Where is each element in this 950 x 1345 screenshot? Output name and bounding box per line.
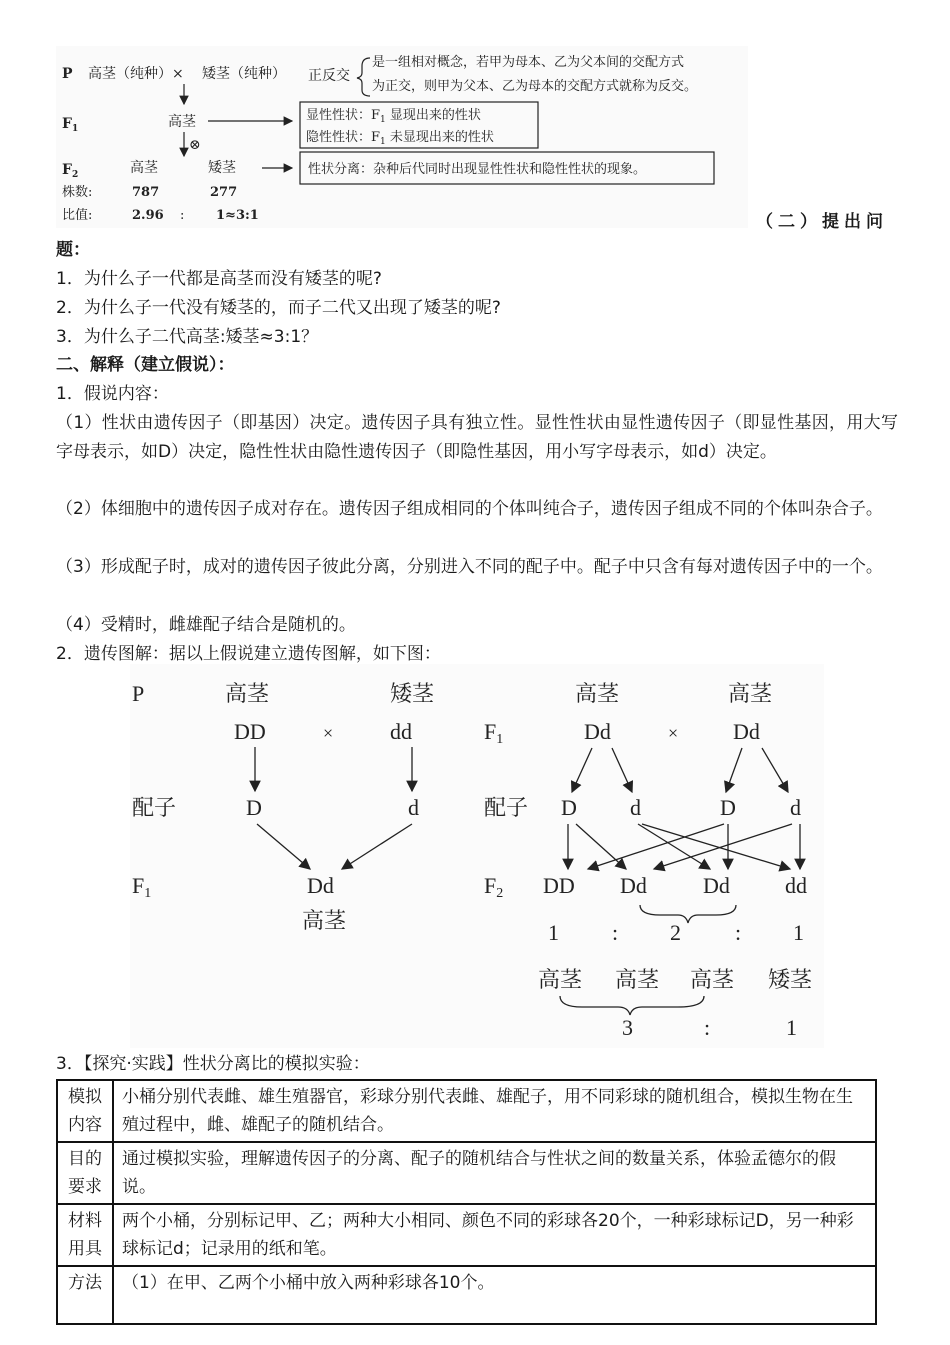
genotype-DD: DD [234,719,266,744]
arrow-Dd2-D [726,748,742,792]
section-2-heading-cont: 题： [56,240,90,260]
question-3: 3．为什么子二代高茎:矮茎≈3:1？ [56,327,319,347]
arrow-d1-dd [642,824,790,869]
gamete-D: D [246,795,262,820]
table-row [57,1080,876,1142]
row-content: 两个小桶，分别标记甲、乙；两种大小相同、颜色不同的彩球各20个，一种彩球标记D，另一种彩球标记d；记录用的纸和笔。 [113,1204,876,1266]
f2-label: $F_2$ [62,162,79,180]
f2-short: 矮茎 [208,160,236,176]
ratio-2: 2 [670,920,681,945]
f2-Dd-2: Dd [703,873,730,898]
label-line-1: 材料 [68,1211,102,1231]
label-line-2: 要求 [68,1177,102,1197]
phenotype-tall-3: 高茎 [690,967,735,992]
arrow-D-Dd [257,824,310,869]
ratio-tall: 2.96 [132,208,164,223]
arrow-Dd1-D [572,748,592,792]
r-parent-tall-1: 高茎 [575,681,620,706]
dominant-trait: 显性性状：$F_1$ 显现出来的性状 [306,108,481,125]
table-row [57,1142,876,1204]
r-parent-Dd-1: Dd [584,719,611,744]
section-2-heading: （二）提出问 [756,212,888,232]
table-row [57,1204,876,1266]
r-gamete-label: 配子 [484,795,529,820]
gamete-label: 配子 [132,795,177,820]
arrow-Dd2-d [762,748,788,792]
experiment-table [56,1079,877,1325]
ratio-1b: 1 [793,920,804,945]
row-label [57,1142,113,1204]
question-2: 2．为什么子一代没有矮茎的，而子二代又出现了矮茎的呢? [56,298,501,318]
r-f1-label: F1 [484,719,504,747]
separation-definition: 性状分离：杂种后代同时出现显性性状和隐性性状的现象。 [308,162,647,177]
r-gamete-D-1: D [561,795,577,820]
question-1: 1．为什么子一代都是高茎而没有矮茎的呢? [56,269,382,289]
row-label [57,1266,113,1324]
f2-Dd-1: Dd [620,873,647,898]
label-line-1: 方法 [68,1273,102,1293]
p-label: P [62,66,73,82]
r-gamete-d-1: d [630,795,641,820]
arrow-d-Dd [342,824,412,869]
brace-tall [560,996,704,1015]
row-label [57,1080,113,1142]
final-ratio-1: 1 [786,1015,797,1040]
final-ratio-colon: : [704,1015,711,1040]
f2-tall: 高茎 [130,160,158,176]
ratio-colon-1: : [612,920,619,945]
experiment-title: 3．【探究·实践】性状分离比的模拟实验： [56,1054,370,1074]
row-content: 通过模拟实验，理解遗传因子的分离、配子的随机结合与性状之间的数量关系，体验孟德尔的假说。 [113,1142,876,1204]
p-tall: 高茎 [225,681,270,706]
p-short-pure: 矮茎（纯种） [202,66,286,82]
hypothesis-4: （4）受精时，雌雄配子结合是随机的。 [56,615,356,635]
f1-tall: 高茎 [168,114,196,130]
hypothesis-title: 1．假说内容： [56,384,169,404]
label-line-2: 用具 [68,1239,102,1259]
label-line-2: 内容 [68,1115,102,1135]
diagram-title: 2．遗传图解：据以上假说建立遗传图解，如下图： [56,644,441,664]
mendel-experiment-figure [56,46,748,228]
hypothesis-3: （3）形成配子时，成对的遗传因子彼此分离，分别进入不同的配子中。配子中只含有每对遗传因子中的一个。 [56,557,883,577]
ratio-label: 比值: [62,208,93,223]
row-content: （1）在甲、乙两个小桶中放入两种彩球各10个。 [113,1266,876,1324]
ratio-1a: 1 [548,920,559,945]
reciprocal-cross-label: 正反交 [308,68,350,84]
count-short: 277 [210,185,238,200]
ratio-rest: 1≈3:1 [216,208,259,223]
p-tall-pure: 高茎（纯种）× [88,66,184,82]
brace-shape [357,58,370,96]
f2-label: F2 [484,873,504,901]
phenotype-tall-1: 高茎 [538,967,583,992]
arrow-D2-DD [588,824,724,869]
f2-DD: DD [543,873,575,898]
row-label [57,1204,113,1266]
section-explain-heading: 二、解释（建立假说）： [56,355,235,375]
arrow-D1-Dd [576,824,626,869]
p-label: P [132,681,145,706]
ratio-colon: : [180,208,185,223]
recessive-trait: 隐性性状：$F_1$ 未显现出来的性状 [306,130,494,147]
brace-Dd [640,905,736,923]
r-parent-tall-2: 高茎 [728,681,773,706]
f1-label: $F_1$ [62,116,79,134]
f1-genotype-Dd: Dd [307,873,334,898]
row-content: 小桶分别代表雌、雄生殖器官，彩球分别代表雌、雄配子，用不同彩球的随机组合，模拟生物在生殖过程中，雌、雄配子的随机结合。 [113,1080,876,1142]
p-short: 矮茎 [390,681,435,706]
f1-phenotype-tall: 高茎 [302,908,347,933]
count-label: 株数: [62,185,93,200]
definition-line-1: 是一组相对概念，若甲为母本、乙为父本间的交配方式 [372,55,685,70]
arrow-Dd1-d [612,748,632,792]
hypothesis-2: （2）体细胞中的遗传因子成对存在。遗传因子组成相同的个体叫纯合子，遗传因子组成不同的个体叫杂合子。 [56,499,883,519]
hypothesis-1: （1）性状由遗传因子（即基因）决定。遗传因子具有独立性。显性性状由显性遗传因子（即显性基因，用大写字母表示，如D）决定，隐性性状由隐性遗传因子（即隐性基因，用小写字母表示，如d）决定。 [56,413,898,462]
label-line-1: 目的 [68,1149,102,1169]
gamete-d: d [408,795,419,820]
table-row [57,1266,876,1324]
self-cross-icon: ⊗ [189,137,201,153]
r-gamete-d-2: d [790,795,801,820]
definition-line-2: 为正交，则甲为父本、乙为母本的交配方式就称为反交。 [372,79,698,94]
r-parent-Dd-2: Dd [733,719,760,744]
r-gamete-D-2: D [720,795,736,820]
phenotype-short: 矮茎 [768,967,813,992]
label-line-1: 模拟 [68,1087,102,1107]
r-cross-symbol: × [668,723,679,743]
genetic-diagram [130,664,824,1048]
count-tall: 787 [132,185,160,200]
genotype-dd: dd [390,719,412,744]
final-ratio-3: 3 [622,1015,633,1040]
cross-symbol: × [323,723,334,743]
phenotype-tall-2: 高茎 [615,967,660,992]
f2-dd: dd [785,873,807,898]
ratio-colon-2: : [735,920,742,945]
f1-label: F1 [132,873,152,901]
